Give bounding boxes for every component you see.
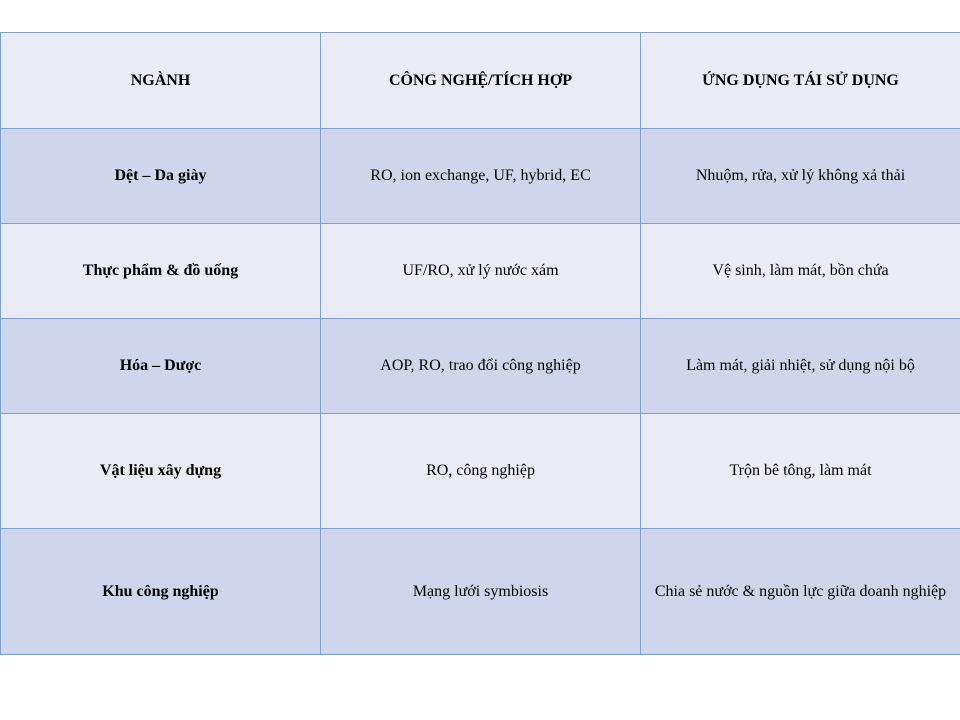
industry-water-reuse-table: [0, 32, 960, 655]
cell-reuse-application: Chia sẻ nước & nguồn lực giữa doanh nghiệp: [641, 529, 960, 655]
table-header-row: [1, 33, 960, 129]
cell-reuse-application: Vệ sinh, làm mát, bồn chứa: [641, 224, 960, 319]
cell-sector: Vật liệu xây dựng: [1, 414, 321, 529]
cell-technology: UF/RO, xử lý nước xám: [321, 224, 641, 319]
cell-sector: Thực phẩm & đồ uống: [1, 224, 321, 319]
table-row: [1, 129, 960, 224]
table-row: [1, 529, 960, 655]
table-row: [1, 414, 960, 529]
cell-sector: Dệt – Da giày: [1, 129, 321, 224]
cell-reuse-application: Làm mát, giải nhiệt, sử dụng nội bộ: [641, 319, 960, 414]
header-technology: CÔNG NGHỆ/TÍCH HỢP: [321, 33, 641, 129]
cell-technology: AOP, RO, trao đổi công nghiệp: [321, 319, 641, 414]
cell-sector: Hóa – Dược: [1, 319, 321, 414]
cell-reuse-application: Trộn bê tông, làm mát: [641, 414, 960, 529]
cell-technology: RO, công nghiệp: [321, 414, 641, 529]
header-sector: NGÀNH: [1, 33, 321, 129]
table-row: [1, 319, 960, 414]
cell-sector: Khu công nghiệp: [1, 529, 321, 655]
header-reuse-application: ỨNG DỤNG TÁI SỬ DỤNG: [641, 33, 960, 129]
table-row: [1, 224, 960, 319]
cell-reuse-application: Nhuộm, rửa, xử lý không xả thải: [641, 129, 960, 224]
cell-technology: RO, ion exchange, UF, hybrid, EC: [321, 129, 641, 224]
cell-technology: Mạng lưới symbiosis: [321, 529, 641, 655]
